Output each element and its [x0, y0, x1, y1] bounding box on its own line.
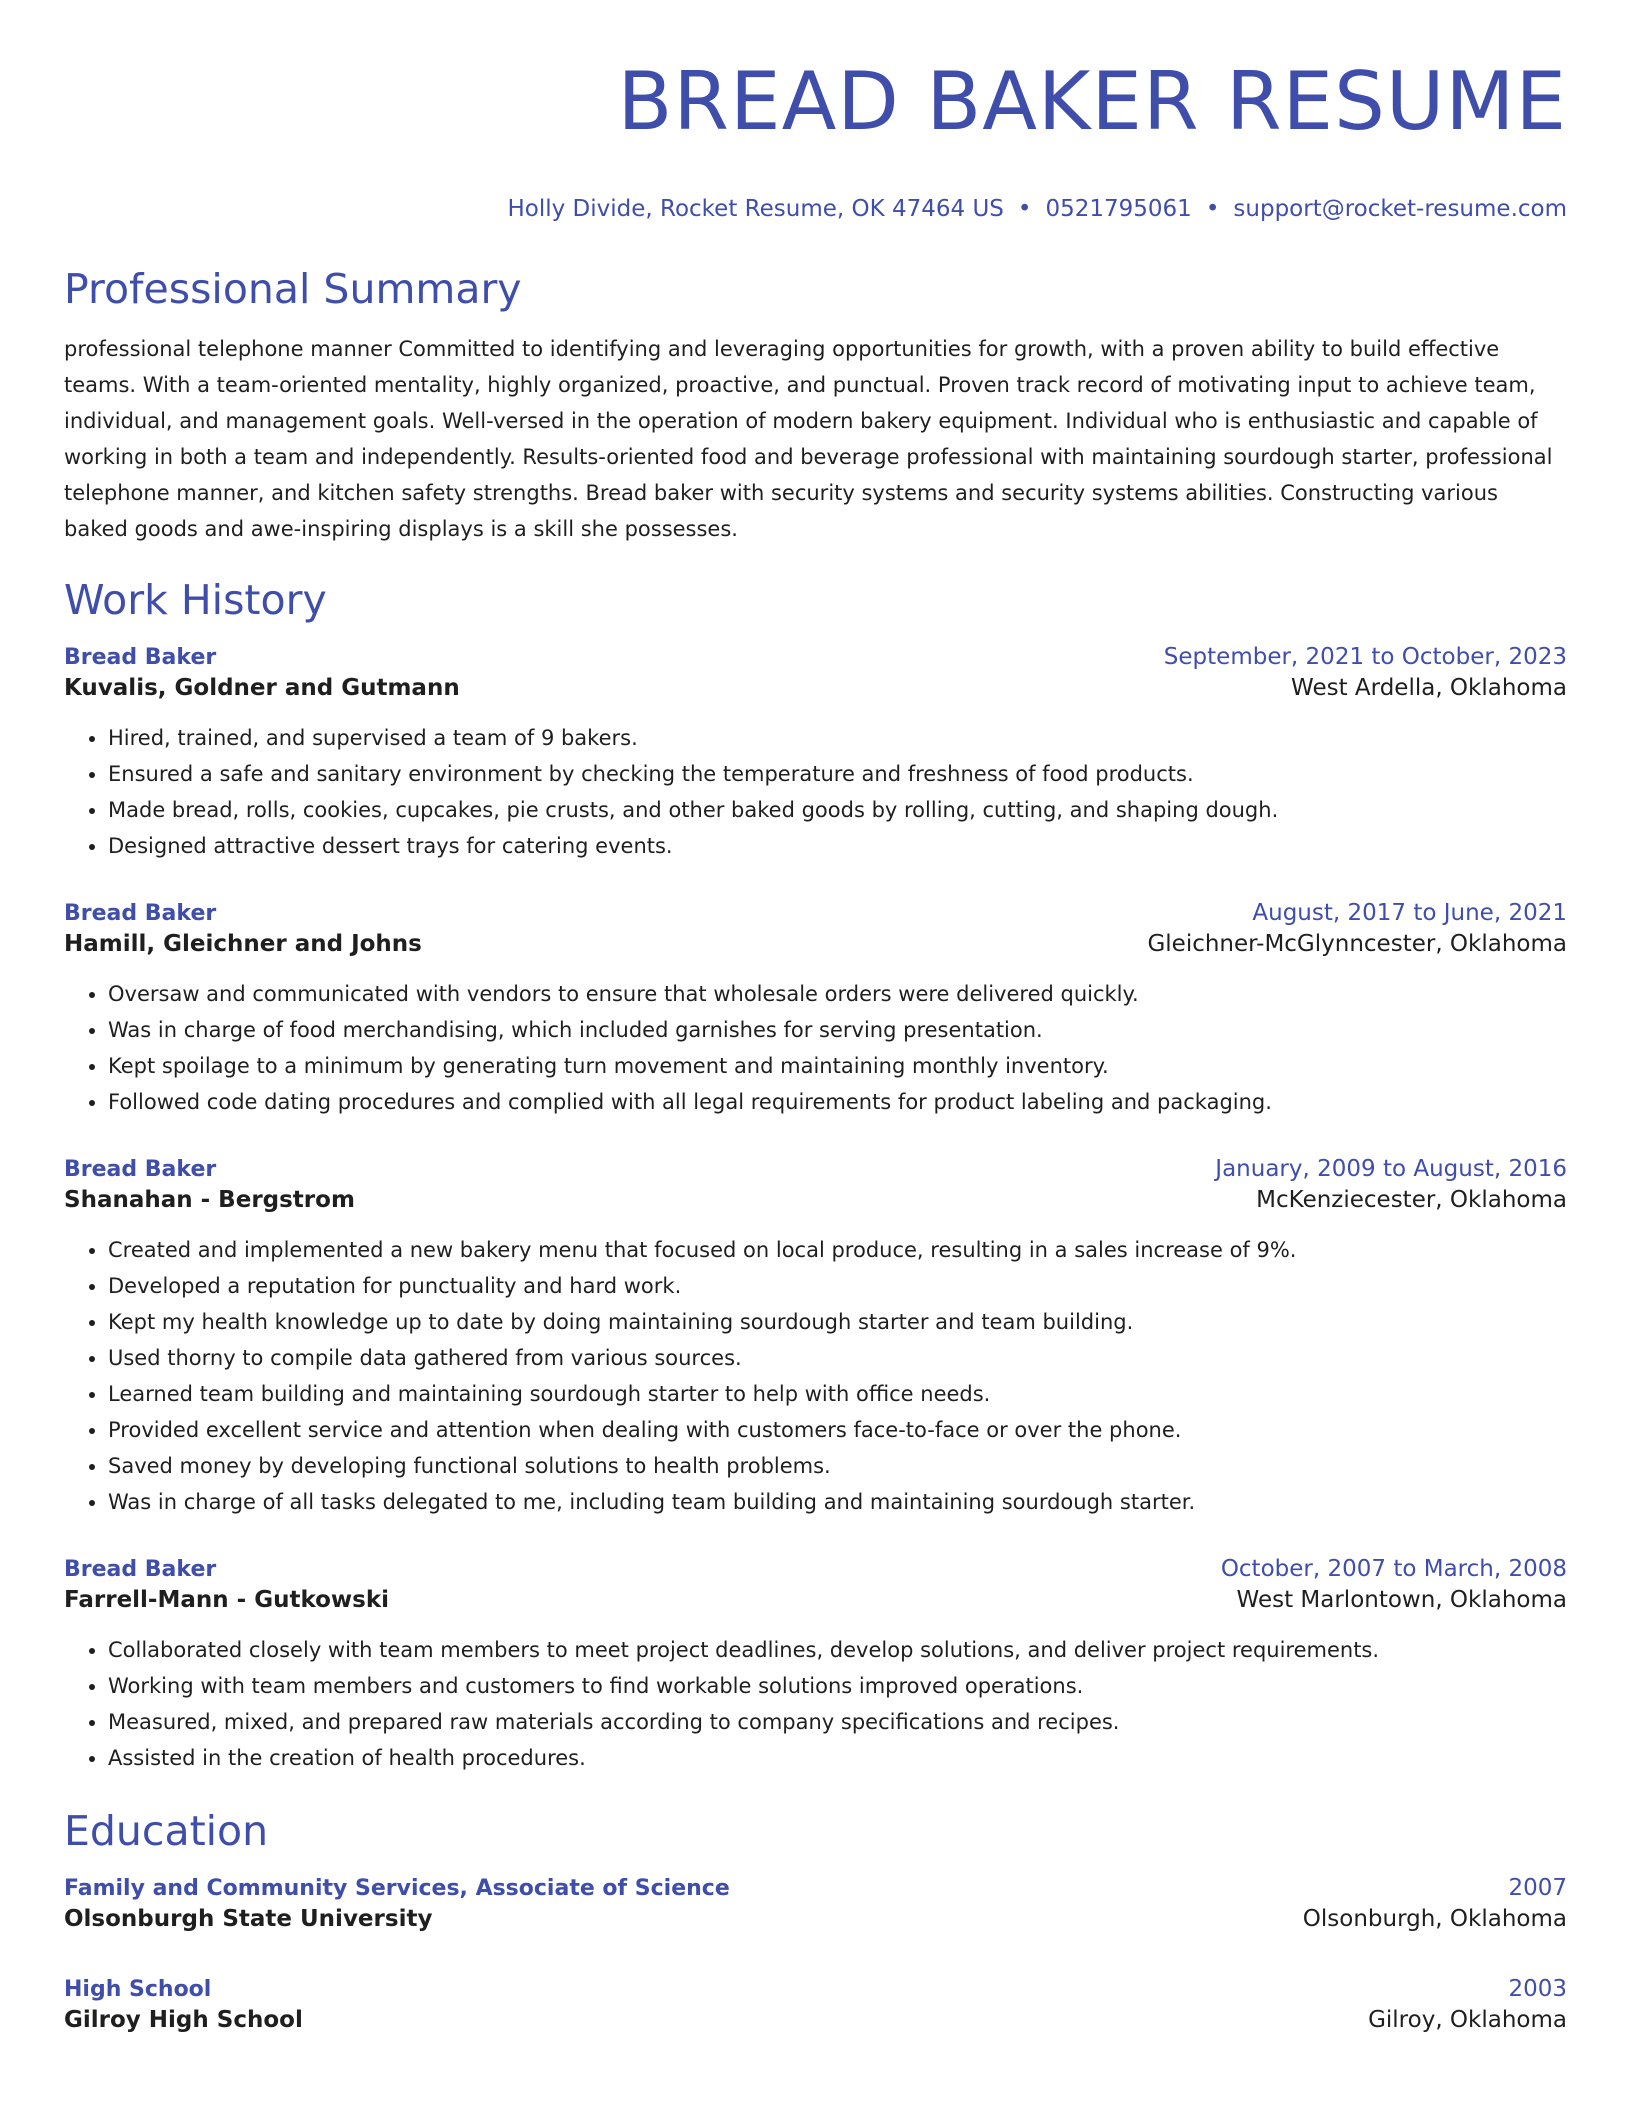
resume-title: BREAD BAKER RESUME [617, 55, 1567, 148]
job-entry [64, 642, 1567, 864]
education-entry [64, 1873, 1567, 1934]
job-bullet: • Was in charge of all tasks delegated to me, including team building and maintaining sourdough starter. [108, 1484, 1567, 1520]
job-bullets [64, 1232, 1567, 1520]
job-bullet: • Working with team members and customers to find workable solutions improved operations. [108, 1668, 1567, 1704]
education-degree: Family and Community Services, Associate of Science [64, 1876, 730, 1901]
job-location: West Ardella, Oklahoma [1291, 675, 1567, 701]
education-year: 2003 [1508, 1976, 1567, 2002]
job-bullet: • Collaborated closely with team members to meet project deadlines, develop solutions, and deliver project requirements. [108, 1632, 1567, 1668]
education-year: 2007 [1508, 1875, 1567, 1901]
job-dates: October, 2007 to March, 2008 [1220, 1556, 1567, 1582]
job-bullets [64, 720, 1567, 864]
job-bullet: • Developed a reputation for punctuality and hard work. [108, 1268, 1567, 1304]
job-entry [64, 1554, 1567, 1776]
job-bullets [64, 1632, 1567, 1776]
contact-phone: 0521795061 [1045, 196, 1192, 222]
education-school: Gilroy High School [64, 2007, 303, 2033]
job-location: Gleichner-McGlynncester, Oklahoma [1147, 931, 1567, 957]
contact-separator: • [1205, 196, 1220, 222]
job-company: Farrell-Mann - Gutkowski [64, 1587, 390, 1613]
job-bullet: • Used thorny to compile data gathered from various sources. [108, 1340, 1567, 1376]
job-bullet: • Assisted in the creation of health procedures. [108, 1740, 1567, 1776]
job-bullet: • Provided excellent service and attention when dealing with customers face-to-face or over the phone. [108, 1412, 1567, 1448]
job-entry [64, 898, 1567, 1120]
job-company: Shanahan - Bergstrom [64, 1187, 355, 1213]
job-bullet: • Was in charge of food merchandising, which included garnishes for serving presentation. [108, 1012, 1567, 1048]
contact-line [64, 194, 1567, 224]
job-company: Hamill, Gleichner and Johns [64, 931, 422, 957]
job-entry [64, 1154, 1567, 1520]
job-bullet: • Ensured a safe and sanitary environment by checking the temperature and freshness of food products. [108, 756, 1567, 792]
job-dates: August, 2017 to June, 2021 [1252, 900, 1567, 926]
job-bullet: • Saved money by developing functional solutions to health problems. [108, 1448, 1567, 1484]
resume-page [64, 0, 1567, 2035]
job-bullet: • Made bread, rolls, cookies, cupcakes, pie crusts, and other baked goods by rolling, cutting, and shaping dough. [108, 792, 1567, 828]
job-bullet: • Kept my health knowledge up to date by doing maintaining sourdough starter and team building. [108, 1304, 1567, 1340]
job-bullet: • Created and implemented a new bakery menu that focused on local produce, resulting in a sales increase of 9%. [108, 1232, 1567, 1268]
education-school: Olsonburgh State University [64, 1906, 433, 1932]
education-location: Gilroy, Oklahoma [1368, 2007, 1567, 2033]
summary-heading: Professional Summary [64, 265, 522, 313]
job-dates: September, 2021 to October, 2023 [1163, 644, 1567, 670]
job-bullet: • Followed code dating procedures and complied with all legal requirements for product labeling and packaging. [108, 1084, 1567, 1120]
job-title: Bread Baker [64, 1157, 217, 1182]
job-bullet: • Hired, trained, and supervised a team of 9 bakers. [108, 720, 1567, 756]
job-bullet: • Measured, mixed, and prepared raw materials according to company specifications and recipes. [108, 1704, 1567, 1740]
job-bullets [64, 976, 1567, 1120]
job-title: Bread Baker [64, 1557, 217, 1582]
job-title: Bread Baker [64, 645, 217, 670]
work-history-heading: Work History [64, 576, 327, 624]
job-dates: January, 2009 to August, 2016 [1215, 1156, 1567, 1182]
education-degree: High School [64, 1977, 212, 2002]
job-bullet: • Oversaw and communicated with vendors to ensure that wholesale orders were delivered quickly. [108, 976, 1567, 1012]
summary-text: professional telephone manner Committed to identifying and leveraging opportunities for growth, with a proven ability to build effective teams. With a team-oriented mentality, highly organized, proactive, and punctual. Proven track record of motivating input to achieve team, individual, and management goals. Well-versed in the operation of modern bakery equipment. Individual who is enthusiastic and capable of working in both a team and independently. Results-oriented food and beverage professional with maintaining sourdough starter, professional telephone manner, and kitchen safety strengths. Bread baker with security systems and security systems abilities. Constructing various baked goods and awe-inspiring displays is a skill she possesses. [64, 337, 1553, 541]
contact-address: Holly Divide, Rocket Resume, OK 47464 US [507, 196, 1004, 222]
education-entry [64, 1974, 1567, 2035]
job-bullet: • Learned team building and maintaining sourdough starter to help with office needs. [108, 1376, 1567, 1412]
job-company: Kuvalis, Goldner and Gutmann [64, 675, 460, 701]
job-location: West Marlontown, Oklahoma [1236, 1587, 1567, 1613]
job-bullet: • Designed attractive dessert trays for catering events. [108, 828, 1567, 864]
job-title: Bread Baker [64, 901, 217, 926]
contact-separator: • [1017, 196, 1032, 222]
job-bullet: • Kept spoilage to a minimum by generating turn movement and maintaining monthly inventory. [108, 1048, 1567, 1084]
education-location: Olsonburgh, Oklahoma [1302, 1906, 1567, 1932]
education-heading: Education [64, 1807, 269, 1855]
job-location: McKenziecester, Oklahoma [1256, 1187, 1567, 1213]
contact-email: support@rocket-resume.com [1233, 196, 1567, 222]
